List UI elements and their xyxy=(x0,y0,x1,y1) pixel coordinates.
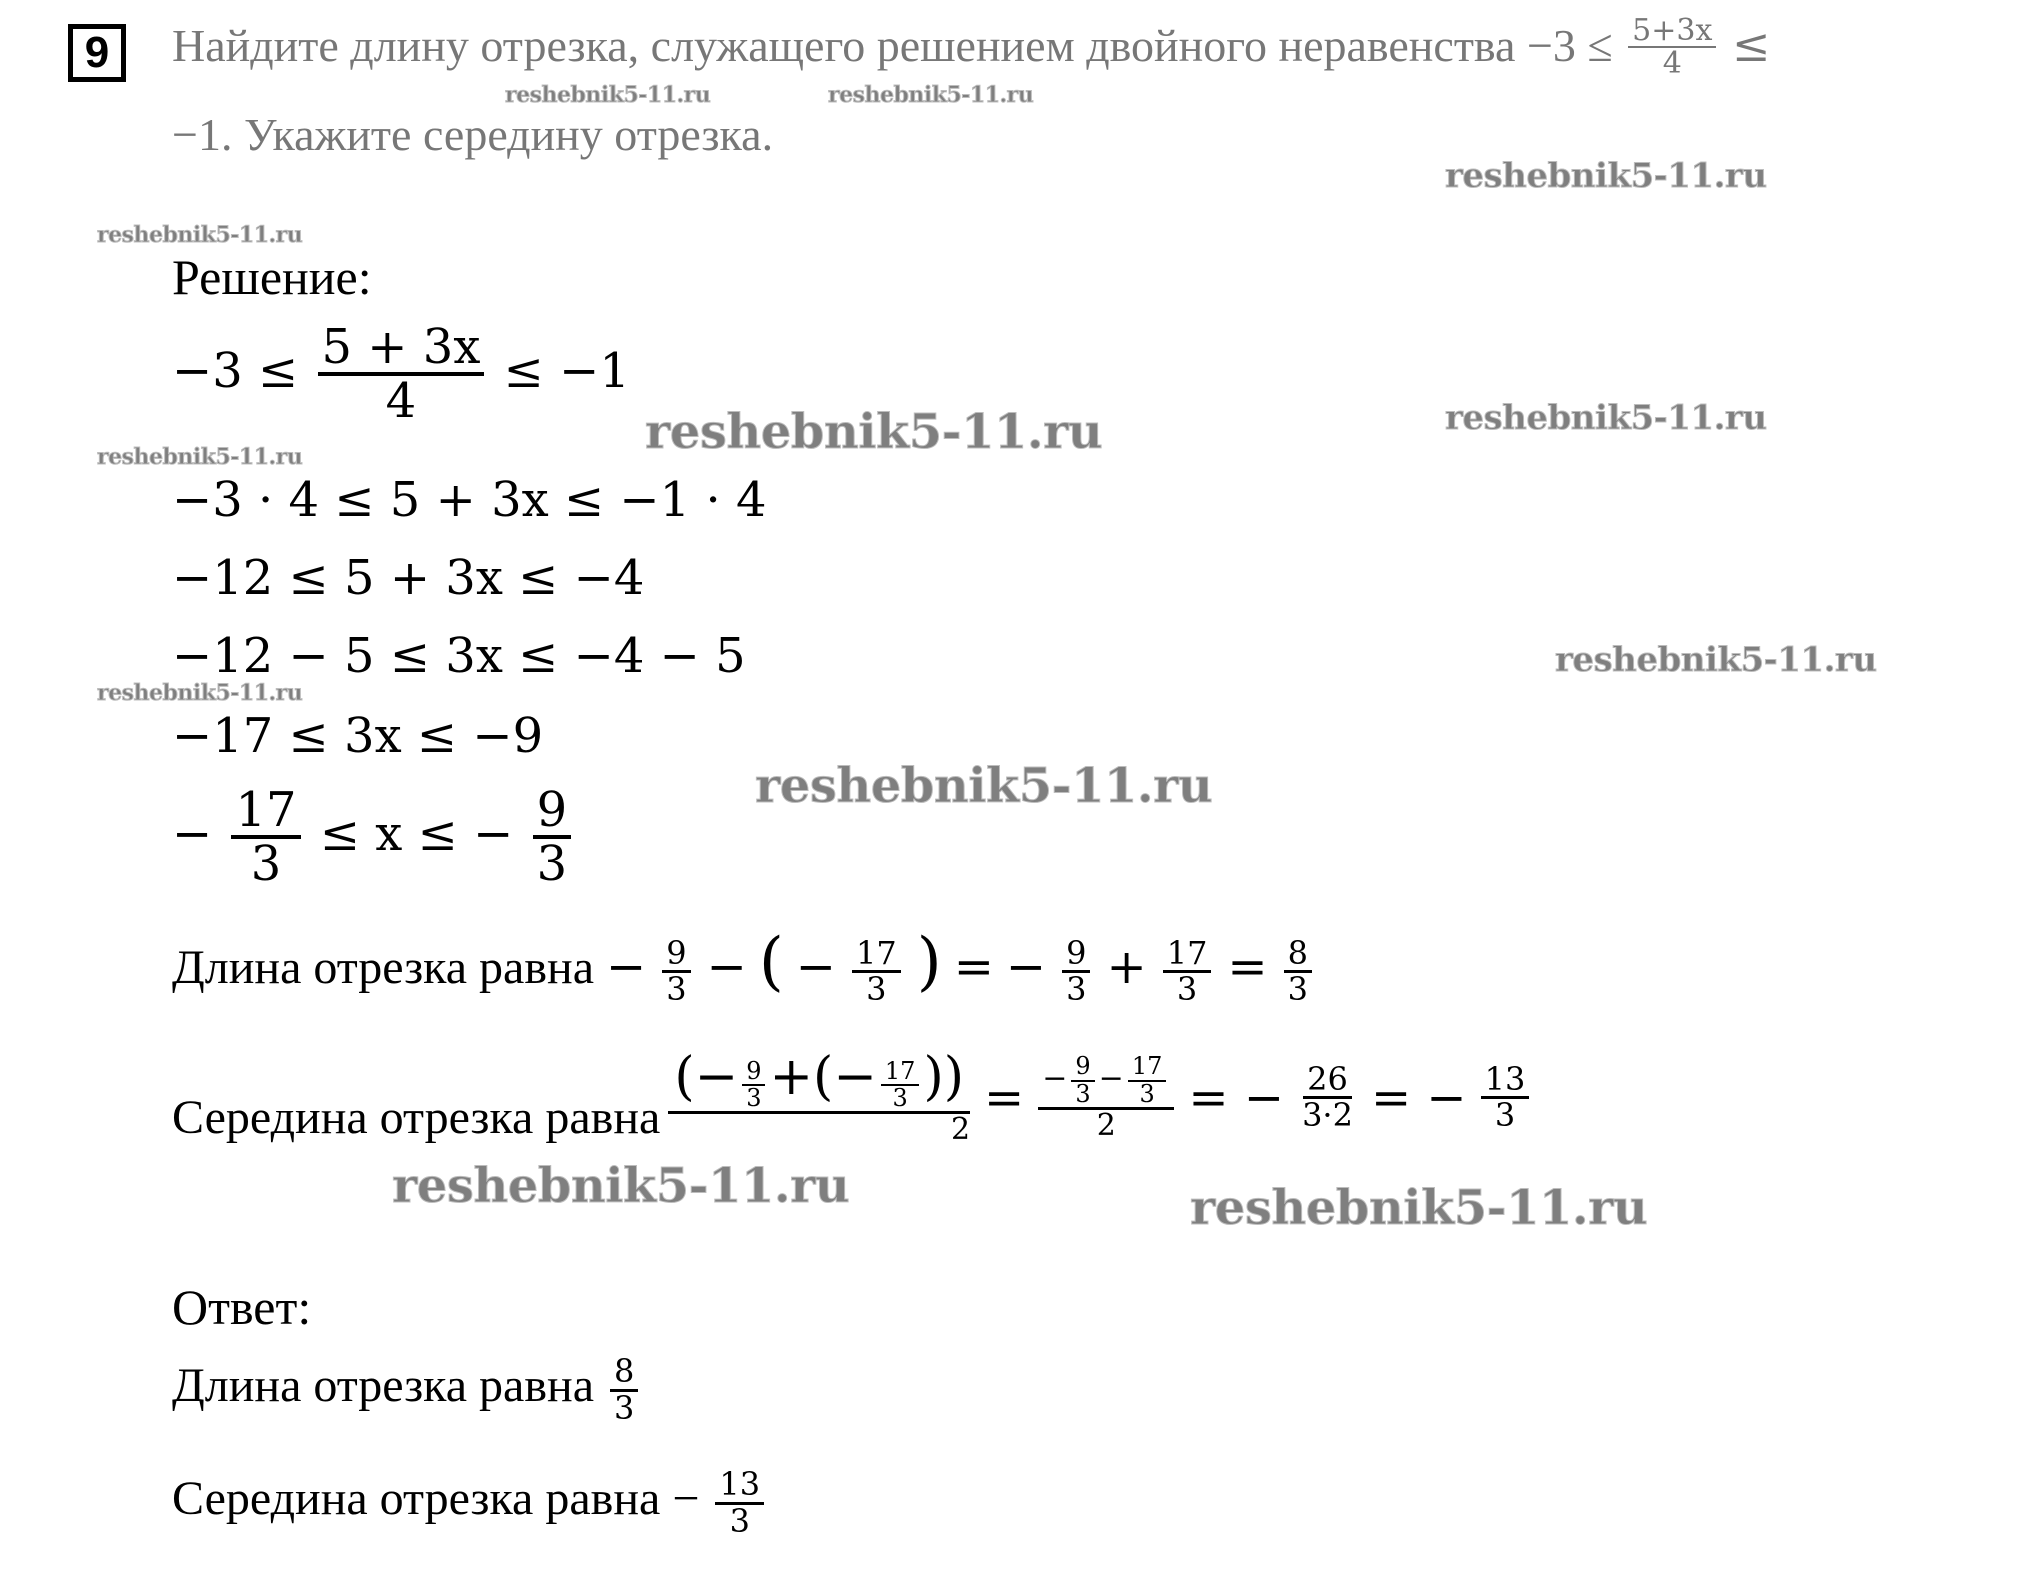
midpoint-a-frac xyxy=(742,1056,765,1112)
length-frac-5 xyxy=(1284,933,1312,1009)
step1-fraction xyxy=(318,319,485,430)
length-minus: − xyxy=(606,939,647,995)
length-lpar: ( xyxy=(758,925,784,999)
step-6 xyxy=(172,782,575,893)
task-statement-line2: −1. Укажите середину отрезка. xyxy=(172,109,774,160)
length-d4: 3 xyxy=(1176,970,1198,1009)
midpoint-d-d: 3·2 xyxy=(1302,1096,1353,1135)
step6-fraction-2 xyxy=(533,782,572,893)
midpoint-big-den: 2 xyxy=(950,1112,971,1148)
midpoint-e-d: 3 xyxy=(1494,1096,1516,1135)
step1-den: 4 xyxy=(385,373,417,430)
midpoint-mid: +(− xyxy=(769,1047,877,1107)
task-frac-den: 4 xyxy=(1662,46,1682,82)
length-frac-1 xyxy=(662,933,690,1009)
midpoint-eq1: = xyxy=(984,1069,1025,1126)
answer-length xyxy=(172,1352,642,1427)
midpoint-d-n: 26 xyxy=(1303,1063,1352,1100)
length-n2: 17 xyxy=(852,937,901,974)
watermark: reshebnik5-11.ru xyxy=(645,404,1103,460)
answer-label: Ответ: xyxy=(172,1279,312,1335)
task-text: Найдите длину отрезка, служащего решением двойного неравенства −3 ≤ xyxy=(172,20,1613,71)
solution-label: Решение: xyxy=(172,249,372,305)
midpoint-c1-frac xyxy=(1071,1054,1094,1106)
midpoint-c-d2: 3 xyxy=(1139,1079,1155,1108)
midpoint-big-fraction xyxy=(668,1047,971,1148)
length-n1: 9 xyxy=(662,937,690,974)
watermark: reshebnik5-11.ru xyxy=(1445,156,1767,196)
length-minus3: − xyxy=(1005,939,1047,995)
task-number-badge: 9 xyxy=(68,24,126,82)
midpoint-c-n1: 9 xyxy=(1071,1054,1094,1081)
midpoint-c-fraction xyxy=(1038,1054,1174,1141)
step6-fraction-1 xyxy=(231,782,300,893)
answer-length-fraction xyxy=(610,1352,638,1427)
watermark: reshebnik5-11.ru xyxy=(828,82,1034,108)
length-minus2: − xyxy=(795,939,836,995)
length-d2: 3 xyxy=(866,970,887,1009)
watermark: reshebnik5-11.ru xyxy=(97,222,303,248)
step1-left: −3 ≤ xyxy=(172,342,299,399)
step6-num2: 9 xyxy=(533,785,572,839)
watermark: reshebnik5-11.ru xyxy=(1555,640,1877,680)
midpoint-line xyxy=(172,1047,1533,1148)
answer-midpoint-fraction xyxy=(715,1465,764,1540)
length-plus: + xyxy=(1106,939,1147,995)
answer-length-label: Длина отрезка равна xyxy=(172,1359,595,1413)
task-inline-fraction xyxy=(1628,12,1716,82)
answer-midpoint-d: 3 xyxy=(729,1501,750,1540)
step-3: −12 ≤ 5 + 3x ≤ −4 xyxy=(172,550,645,606)
midpoint-e-n: 13 xyxy=(1481,1063,1530,1100)
watermark: reshebnik5-11.ru xyxy=(392,1158,850,1214)
length-line xyxy=(172,925,1316,1007)
step-5: −17 ≤ 3x ≤ −9 xyxy=(172,708,544,764)
length-eq1: = xyxy=(953,939,994,995)
task-statement-line1 xyxy=(172,12,1771,82)
answer-length-d: 3 xyxy=(614,1388,635,1427)
midpoint-a-n: 9 xyxy=(742,1059,765,1086)
midpoint-c-minus: − xyxy=(1042,1061,1068,1097)
length-d3: 3 xyxy=(1066,970,1087,1009)
step-2: −3 · 4 ≤ 5 + 3x ≤ −1 · 4 xyxy=(172,472,767,528)
step6-den2: 3 xyxy=(536,836,568,893)
length-frac-4 xyxy=(1163,933,1212,1009)
midpoint-open: (− xyxy=(674,1047,739,1107)
midpoint-b-frac xyxy=(881,1056,920,1112)
length-op: − xyxy=(706,939,747,995)
watermark: reshebnik5-11.ru xyxy=(97,444,303,470)
step6-den1: 3 xyxy=(250,836,282,893)
answer-midpoint-n: 13 xyxy=(715,1468,764,1505)
task-text-tail: ≤ xyxy=(1731,18,1771,72)
length-eq2: = xyxy=(1227,939,1268,995)
length-d1: 3 xyxy=(666,970,687,1009)
step-1 xyxy=(172,319,630,430)
midpoint-label: Середина отрезка равна xyxy=(172,1091,661,1145)
watermark: reshebnik5-11.ru xyxy=(505,82,711,108)
length-frac-2 xyxy=(852,933,901,1009)
midpoint-c-n2: 17 xyxy=(1128,1054,1167,1081)
midpoint-eq2: = − xyxy=(1188,1069,1285,1126)
watermark: reshebnik5-11.ru xyxy=(1190,1180,1648,1236)
midpoint-c-num xyxy=(1038,1054,1174,1109)
midpoint-c-den: 2 xyxy=(1096,1107,1116,1143)
midpoint-d-fraction xyxy=(1298,1059,1357,1135)
midpoint-c2-frac xyxy=(1128,1054,1167,1106)
midpoint-b-d: 3 xyxy=(892,1084,908,1112)
midpoint-eq3: = − xyxy=(1370,1069,1467,1126)
midpoint-c-op: − xyxy=(1098,1061,1124,1097)
watermark: reshebnik5-11.ru xyxy=(755,758,1213,814)
midpoint-e-fraction xyxy=(1481,1059,1530,1135)
answer-midpoint xyxy=(172,1465,768,1540)
length-d5: 3 xyxy=(1287,970,1308,1009)
midpoint-close: )) xyxy=(923,1047,965,1107)
step6-num1: 17 xyxy=(231,785,300,839)
midpoint-a-d: 3 xyxy=(746,1084,762,1112)
answer-midpoint-label: Середина отрезка равна − xyxy=(172,1472,700,1526)
midpoint-c-d1: 3 xyxy=(1075,1079,1091,1108)
length-label: Длина отрезка равна xyxy=(172,941,595,994)
midpoint-big-num xyxy=(668,1047,970,1114)
length-n4: 17 xyxy=(1163,937,1212,974)
length-n3: 9 xyxy=(1062,937,1090,974)
step6-minus: − xyxy=(172,805,213,862)
task-frac-num: 5+3x xyxy=(1628,15,1716,49)
midpoint-b-n: 17 xyxy=(881,1059,920,1086)
step-4: −12 − 5 ≤ 3x ≤ −4 − 5 xyxy=(172,628,746,684)
watermark: reshebnik5-11.ru xyxy=(1445,398,1767,438)
step1-right: ≤ −1 xyxy=(503,342,630,399)
step6-middle: ≤ x ≤ − xyxy=(319,805,514,862)
answer-length-n: 8 xyxy=(610,1355,638,1392)
length-n5: 8 xyxy=(1284,937,1312,974)
length-rpar: ) xyxy=(916,925,942,999)
length-frac-3 xyxy=(1062,933,1090,1009)
step1-num: 5 + 3x xyxy=(318,322,485,376)
watermark: reshebnik5-11.ru xyxy=(97,680,303,706)
